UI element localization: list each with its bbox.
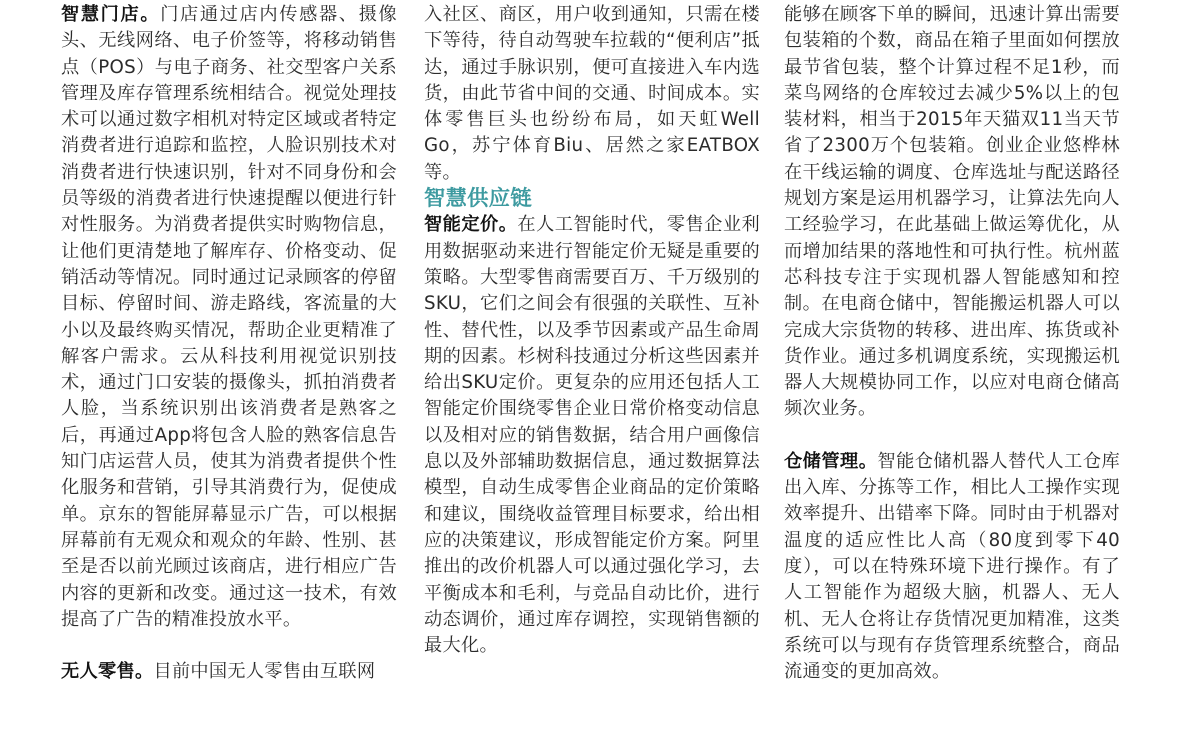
- paragraph-logistics-cont: 能够在顾客下单的瞬间，迅速计算出需要包装箱的个数，商品在箱子里面如何摆放最节省包装，整个计算过程不足1秒，而菜鸟网络的仓库较过去减少5%以上的包装材料，相当于2015年天猫双11当天节省了2300万个包装箱。创业企业悠桦林在干线运输的调度、仓库选址与配送路径规划方案是运用机器学习，让算法先向人工经验学习，在此基础上做运筹优化，从而增加结果的落地性和可执行性。杭州蓝芯科技专注于实现机器人智能感知和控制。在电商仓储中，智能搬运机器人可以完成大宗货物的转移、进出库、拣货或补货作业。通过多机调度系统，实现搬运机器人大规模协同工作，以应对电商仓储高频次业务。: [784, 4, 1120, 420]
- paragraph-warehouse-management: [784, 449, 1120, 686]
- paragraph-body-unmanned-retail: 目前中国无人零售由互联网: [153, 661, 376, 683]
- text-column-1: [61, 2, 397, 685]
- paragraph-lead-warehouse-management: 仓储管理。: [784, 450, 878, 472]
- paragraph-lead-unmanned-retail: 无人零售。: [61, 661, 154, 683]
- paragraph-smart-store: [61, 2, 397, 633]
- section-heading-smart-supply-chain: 智慧供应链: [424, 186, 532, 212]
- paragraph-lead-smart-store: 智慧门店。: [61, 4, 161, 25]
- paragraph-body-smart-pricing: 在人工智能时代，零售企业利用数据驱动来进行智能定价无疑是重要的策略。大型零售商需要百万、千万级别的SKU，它们之间会有很强的关联性、互补性、替代性，以及季节因素或产品生命周期的因素。杉树科技通过分析这些因素并给出SKU定价。更复杂的应用还包括人工智能定价围绕零售企业日常价格变动信息以及相对应的销售数据，结合用户画像信息以及外部辅助数据信息，通过数据算法模型，自动生成零售企业商品的定价策略和建议，围绕收益管理目标要求，给出相应的决策建议，形成智能定价方案。阿里推出的改价机器人可以通过强化学习，去平衡成本和毛利，与竞品自动比价，进行动态调价，通过库存调控，实现销售额的最大化。: [424, 214, 760, 657]
- paragraph-body-warehouse-management: 智能仓储机器人替代人工仓库出入库、分拣等工作，相比人工操作实现效率提升、出错率下降。同时由于机器对温度的适应性比人高（80度到零下40度），可以在特殊环境下进行操作。有了人工智能作为超级大脑，机器人、无人机、无人仓将让存货情况更加精准，这类系统可以与现有存货管理系统整合，商品流通变的更加高效。: [784, 450, 1120, 683]
- paragraph-lead-smart-pricing: 智能定价。: [424, 214, 518, 236]
- text-column-2: [424, 2, 760, 659]
- paragraph-unmanned-retail: [61, 659, 397, 685]
- text-column-3: [784, 2, 1120, 685]
- paragraph-body-smart-store: 门店通过店内传感器、摄像头、无线网络、电子价签等，将移动销售点（POS）与电子商务、社交型客户关系管理及库存管理系统相结合。视觉处理技术可以通过数字相机对特定区域或者特定消费者进行追踪和监控，人脸识别技术对消费者进行快速识别，针对不同身份和会员等级的消费者进行快速提醒以便进行针对性服务。为消费者提供实时购物信息，让他们更清楚地了解库存、价格变动、促销活动等情况。同时通过记录顾客的停留目标、停留时间、游走路线，客流量的大小以及最终购买情况，帮助企业更精准了解客户需求。云从科技利用视觉识别技术，通过门口安装的摄像头，抓拍消费者人脸，当系统识别出该消费者是熟客之后，再通过App将包含人脸的熟客信息告知门店运营人员，使其为消费者提供个性化服务和营销，引导其消费行为，促使成单。京东的智能屏幕显示广告，可以根据屏幕前有无观众和观众的年龄、性别、甚至是否以前光顾过该商店，进行相应广告内容的更新和改变。通过这一技术，有效提高了广告的精准投放水平。: [61, 4, 397, 630]
- paragraph-unmanned-retail-cont: 入社区、商区，用户收到通知，只需在楼下等待，待自动驾驶车拉载的“便利店”抵达，通过手脉识别，便可直接进入车内选货，由此节省中间的交通、时间成本。实体零售巨头也纷纷布局，如天虹Well Go，苏宁体育Biu、居然之家EATBOX等。: [424, 4, 760, 183]
- paragraph-smart-pricing: [424, 212, 760, 659]
